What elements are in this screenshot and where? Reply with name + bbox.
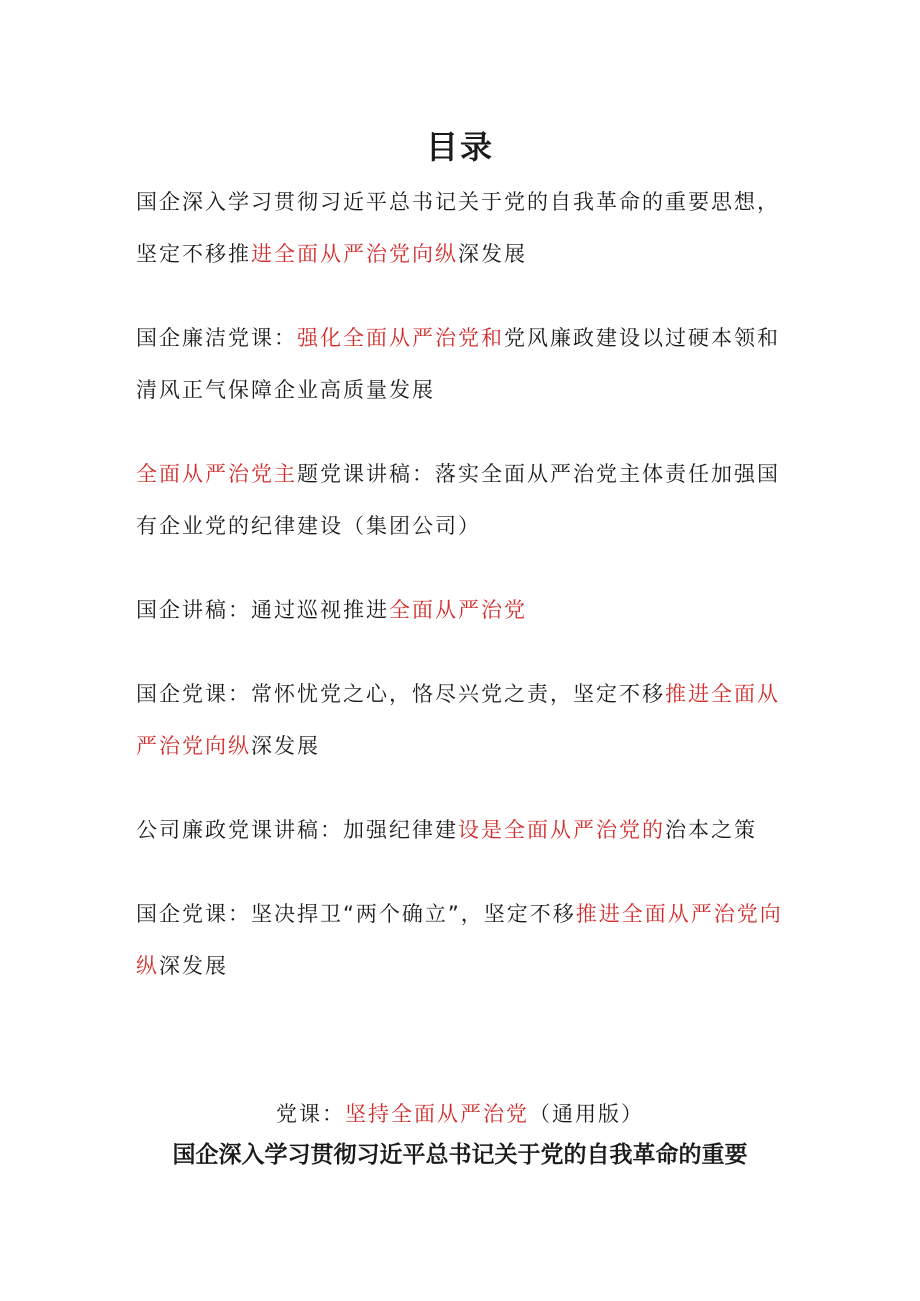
footer-subtitle <box>0 1098 920 1128</box>
toc-entry-segment: 国企党课：坚决捍卫“两个确立”，坚定不移 <box>136 902 576 926</box>
toc-entry-segment: 强化全面从严治党和 <box>297 326 504 350</box>
toc-entry-segment: 国企讲稿：通过巡视推进 <box>136 598 389 622</box>
toc-entry[interactable] <box>136 312 796 416</box>
toc-entry-segment: 全面从严治党 <box>389 598 527 622</box>
toc-entry-segment: 国企深入学习贯彻习近平总书记关于党的自我革命的重要思想，坚定不移推 <box>136 190 780 266</box>
toc-entry[interactable] <box>136 804 796 856</box>
table-of-contents <box>136 176 796 1024</box>
toc-entry-segment: 全面从严治党主 <box>136 462 297 486</box>
footer-subtitle-suffix: （通用版） <box>529 1102 644 1126</box>
toc-entry[interactable] <box>136 448 796 552</box>
footer-subtitle-prefix: 党课： <box>276 1102 345 1126</box>
toc-entry-segment: 治本之策 <box>665 818 757 842</box>
toc-entry[interactable] <box>136 176 796 280</box>
footer-subtitle-highlight: 坚持全面从严治党 <box>345 1102 529 1126</box>
toc-entry-segment: 深发展 <box>251 734 320 758</box>
footer-heading: 国企深入学习贯彻习近平总书记关于党的自我革命的重要 <box>172 1142 748 1168</box>
toc-entry[interactable] <box>136 888 796 992</box>
page-title: 目录 <box>425 128 494 166</box>
toc-entry-segment: 公司廉政党课讲稿：加强纪律建 <box>136 818 458 842</box>
toc-entry-segment: 推进全面从严治党向纵 <box>136 682 780 758</box>
toc-entry-segment: 党风廉政建设以过硬本领和清风正气保障企业高质量发展 <box>136 326 780 402</box>
toc-entry-segment: 深发展 <box>159 954 228 978</box>
toc-entry-segment: 国企廉洁党课： <box>136 326 297 350</box>
toc-entry[interactable] <box>136 668 796 772</box>
toc-entry-segment: 深发展 <box>458 242 527 266</box>
toc-entry[interactable] <box>136 584 796 636</box>
toc-entry-segment: 题党课讲稿：落实全面从严治党主体责任加强国有企业党的纪律建设（集团公司） <box>136 462 780 538</box>
toc-entry-segment: 推进全面从严治党向纵 <box>136 902 783 978</box>
toc-entry-segment: 设是全面从严治党的 <box>458 818 665 842</box>
toc-entry-segment: 国企党课：常怀忧党之心，恪尽兴党之责，坚定不移 <box>136 682 665 706</box>
toc-entry-segment: 进全面从严治党向纵 <box>251 242 458 266</box>
